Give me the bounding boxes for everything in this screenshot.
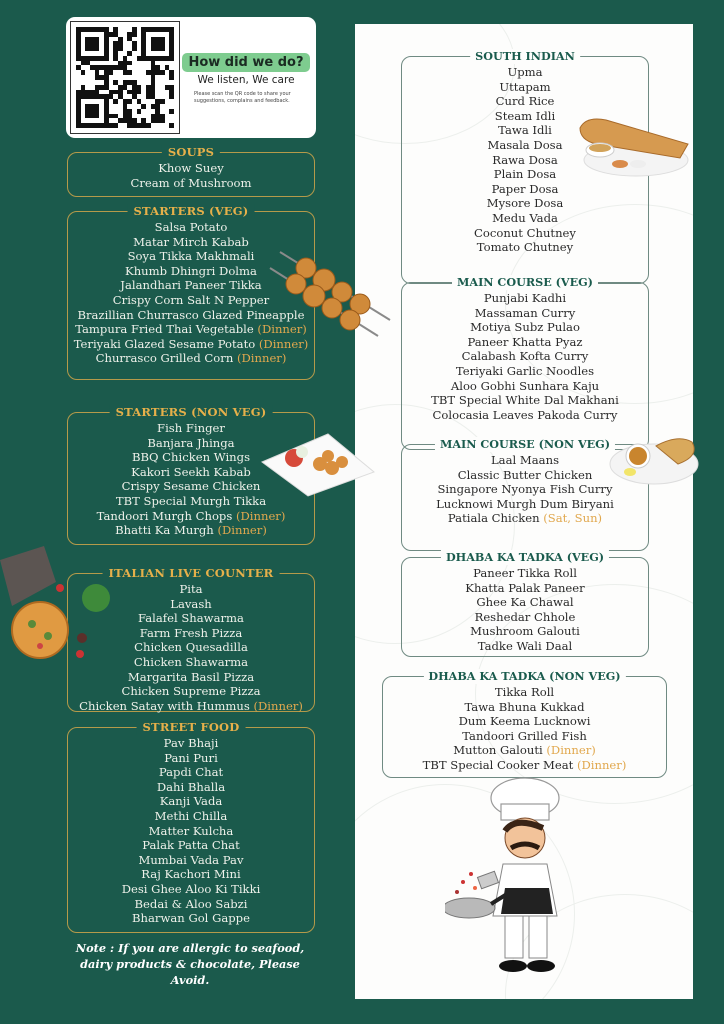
menu-item-name: Kanji Vada (159, 794, 223, 809)
menu-item-name: Paneer Tikka Roll (473, 566, 577, 580)
menu-item-name: Ghee Ka Chawal (476, 595, 574, 610)
menu-item (402, 80, 648, 95)
menu-item (383, 700, 666, 715)
menu-item (402, 182, 648, 197)
menu-item-name: Aloo Gobhi Sunhara Kaju (450, 378, 600, 393)
menu-item-name: Matter Kulcha (148, 823, 234, 838)
menu-item (402, 196, 648, 211)
menu-item (68, 838, 314, 853)
menu-item (68, 509, 314, 524)
menu-item-name: Tawa Idli (498, 123, 552, 138)
menu-item (68, 867, 314, 882)
curry-naan-plate-image (608, 430, 702, 488)
kebab-skewers-image (266, 232, 396, 344)
menu-item-name: Motiya Subz Pulao (470, 320, 580, 335)
menu-item-name: Mumbai Vada Pav (138, 852, 244, 867)
menu-item-name: Calabash Kofta Curry (461, 349, 589, 364)
menu-item-name: Pav Bhaji (163, 736, 219, 750)
menu-item-name: Medu Vada (492, 210, 558, 225)
menu-list (402, 558, 648, 654)
menu-item-name: Churrasco Grilled Corn (95, 351, 237, 366)
menu-item-name: Raj Kachori Mini (141, 867, 241, 882)
menu-item (383, 758, 666, 773)
menu-item-name: Brazillian Churrasco Glazed Pineapple (77, 307, 305, 322)
menu-list (383, 677, 666, 773)
menu-item-name: Chicken Satay with Hummus (79, 698, 254, 713)
menu-item-name: Bharwan Gol Gappe (132, 911, 250, 926)
menu-item-name: Tomato Chutney (476, 240, 574, 255)
menu-item-name: Colocasia Leaves Pakoda Curry (432, 407, 618, 422)
section-title: STARTERS (VEG) (128, 204, 255, 219)
menu-item-name: Fish Finger (157, 421, 225, 435)
menu-item-name: Khumb Dhingri Dolma (125, 263, 257, 278)
section-title: SOUTH INDIAN (470, 49, 580, 64)
menu-item (68, 176, 314, 191)
section-dhaba-ka-tadka-veg (401, 550, 649, 657)
menu-item-name: Laal Maans (490, 453, 560, 467)
menu-item (402, 624, 648, 639)
menu-list (68, 728, 314, 926)
menu-item-name: Banjara Jhinga (147, 435, 235, 450)
menu-item (402, 226, 648, 241)
menu-item-name: Tawa Bhuna Kukkad (464, 699, 585, 714)
menu-item (68, 794, 314, 809)
menu-item-name: Palak Patta Chat (142, 838, 240, 853)
section-street-food (67, 720, 315, 933)
menu-item (68, 911, 314, 926)
feedback-card (66, 17, 316, 138)
menu-item-name: TBT Special Cooker Meat (422, 757, 577, 772)
menu-item-name: BBQ Chicken Wings (131, 450, 251, 465)
menu-item (68, 699, 314, 714)
section-title: ITALIAN LIVE COUNTER (103, 566, 280, 581)
menu-item-name: Bhatti Ka Murgh (115, 523, 218, 538)
menu-item (68, 765, 314, 780)
menu-item-name: Reshedar Chhole (474, 609, 576, 624)
menu-item-name: Patiala Chicken (447, 511, 544, 526)
section-title: SOUPS (162, 145, 220, 160)
menu-item (402, 291, 648, 306)
menu-item (402, 511, 648, 526)
menu-item (68, 351, 314, 366)
menu-item-name: Tandoori Murgh Chops (96, 508, 236, 523)
menu-item-name: Mutton Galouti (453, 743, 547, 758)
menu-item-name: Mushroom Galouti (470, 624, 580, 639)
menu-item (68, 523, 314, 538)
menu-item-name: Uttapam (499, 79, 551, 94)
menu-item (68, 736, 314, 751)
availability-note: (Dinner) (257, 322, 307, 337)
menu-item-name: Crispy Corn Salt N Pepper (112, 292, 270, 307)
menu-item-name: Chicken Shawarma (133, 654, 249, 669)
availability-note: (Dinner) (576, 757, 627, 772)
menu-item-name: Mysore Dosa (486, 196, 564, 211)
menu-item (402, 379, 648, 394)
menu-item-name: Matar Mirch Kabab (133, 234, 249, 249)
menu-item-name: Upma (507, 65, 543, 79)
masala-dosa-image (576, 114, 690, 180)
menu-item (402, 349, 648, 364)
availability-note: (Dinner) (253, 698, 303, 713)
section-title: MAIN COURSE (VEG) (452, 275, 598, 290)
menu-item-name: Masala Dosa (487, 137, 563, 152)
section-soups (67, 145, 315, 197)
menu-item-name: Tandoori Grilled Fish (462, 728, 587, 743)
menu-item (402, 639, 648, 654)
menu-item-name: Jalandhari Paneer Tikka (120, 278, 262, 293)
feedback-note: Please scan the QR code to share your suggestions, complains and feedback. (194, 91, 291, 104)
menu-item-name: Lucknowi Murgh Dum Biryani (436, 496, 614, 511)
menu-item-name: Tampura Fried Thai Vegetable (75, 322, 258, 337)
menu-item-name: Crispy Sesame Chicken (121, 479, 261, 494)
menu-item (68, 809, 314, 824)
menu-item (68, 853, 314, 868)
menu-item (402, 408, 648, 423)
feedback-subtitle: We listen, We care (197, 74, 295, 86)
section-title: DHABA KA TADKA (NON VEG) (423, 669, 625, 684)
menu-item-name: Punjabi Kadhi (483, 291, 567, 305)
chicken-starter-plate-image (258, 432, 376, 497)
menu-item (402, 566, 648, 581)
menu-item-name: TBT Special White Dal Makhani (431, 393, 619, 408)
menu-item-name: Chicken Quesadilla (134, 640, 248, 655)
menu-item-name: Steam Idli (494, 108, 556, 123)
menu-item (402, 240, 648, 255)
menu-item-name: Paneer Khatta Pyaz (467, 334, 583, 349)
menu-item (402, 65, 648, 80)
menu-item (402, 393, 648, 408)
menu-item-name: Curd Rice (495, 94, 555, 109)
chef-cartoon-image (445, 776, 585, 981)
menu-item-name: Tikka Roll (494, 685, 555, 699)
menu-item-name: Soya Tikka Makhmali (127, 249, 255, 264)
menu-item-name: Methi Chilla (154, 808, 228, 823)
section-title: STARTERS (NON VEG) (110, 405, 273, 420)
availability-note: (Dinner) (546, 743, 596, 758)
menu-item-name: Pita (179, 582, 203, 596)
section-title: MAIN COURSE (NON VEG) (435, 437, 615, 452)
menu-item-name: Coconut Chutney (474, 225, 576, 240)
menu-item-name: Singapore Nyonya Fish Curry (437, 482, 613, 497)
menu-item-name: Chicken Supreme Pizza (121, 684, 261, 699)
menu-item-name: Bedai & Aloo Sabzi (134, 896, 248, 911)
section-main-course-veg (401, 275, 649, 450)
menu-item (402, 364, 648, 379)
menu-item (402, 320, 648, 335)
qr-code-pattern (76, 27, 174, 128)
allergy-note-line-2: dairy products & chocolate, Please Avoid. (80, 957, 300, 987)
menu-item-name: Falafel Shawarma (138, 611, 244, 626)
menu-item-name: Cream of Mushroom (130, 175, 252, 190)
menu-item (383, 714, 666, 729)
menu-item (68, 751, 314, 766)
menu-item-name: Desi Ghee Aloo Ki Tikki (121, 881, 261, 896)
menu-item (68, 684, 314, 699)
pizza-image (0, 546, 118, 661)
menu-list (402, 283, 648, 422)
menu-item-name: Classic Butter Chicken (457, 467, 593, 482)
menu-item-name: Salsa Potato (154, 220, 228, 234)
menu-item-name: Plain Dosa (493, 167, 557, 182)
menu-item-name: Paper Dosa (491, 181, 559, 196)
menu-item (68, 780, 314, 795)
availability-note: (Dinner) (258, 336, 309, 351)
menu-item-name: Papdi Chat (158, 765, 224, 780)
menu-item (68, 882, 314, 897)
availability-note: (Dinner) (235, 508, 286, 523)
menu-item (383, 729, 666, 744)
menu-item-name: Khatta Palak Paneer (465, 580, 585, 595)
menu-item-name: Dahi Bhalla (156, 779, 226, 794)
menu-item (68, 897, 314, 912)
section-title: STREET FOOD (137, 720, 246, 735)
availability-note: (Sat, Sun) (543, 511, 603, 526)
menu-item (68, 670, 314, 685)
menu-item (402, 211, 648, 226)
menu-item-name: Lavash (170, 596, 212, 611)
menu-item (383, 743, 666, 758)
feedback-title: How did we do? (182, 53, 310, 72)
menu-item-name: Margarita Basil Pizza (127, 669, 255, 684)
menu-item-name: Teriyaki Glazed Sesame Potato (73, 336, 259, 351)
menu-item (402, 581, 648, 596)
menu-item-name: Tadke Wali Daal (477, 638, 573, 653)
menu-item-name: Pani Puri (164, 750, 218, 765)
availability-note: (Dinner) (236, 351, 287, 366)
menu-item (383, 685, 666, 700)
menu-item (402, 595, 648, 610)
allergy-note-line-1: Note : If you are allergic to seafood, (75, 941, 305, 955)
menu-item (68, 161, 314, 176)
menu-item-name: Dum Keema Lucknowi (458, 714, 591, 729)
allergy-note (60, 940, 320, 988)
menu-item (402, 335, 648, 350)
menu-item-name: Rawa Dosa (492, 152, 558, 167)
menu-item (402, 497, 648, 512)
menu-item-name: Farm Fresh Pizza (139, 625, 243, 640)
menu-item-name: Khow Suey (158, 161, 224, 175)
menu-item (68, 824, 314, 839)
section-dhaba-ka-tadka-non-veg (382, 669, 667, 778)
availability-note: (Dinner) (217, 523, 267, 538)
menu-item (402, 94, 648, 109)
menu-item (402, 610, 648, 625)
menu-item-name: Massaman Curry (474, 305, 576, 320)
menu-item-name: Teriyaki Garlic Noodles (455, 363, 595, 378)
menu-item-name: Kakori Seekh Kabab (131, 464, 251, 479)
qr-code-icon[interactable] (70, 21, 180, 134)
menu-item (402, 306, 648, 321)
section-title: DHABA KA TADKA (VEG) (441, 550, 609, 565)
menu-item-name: TBT Special Murgh Tikka (115, 493, 267, 508)
